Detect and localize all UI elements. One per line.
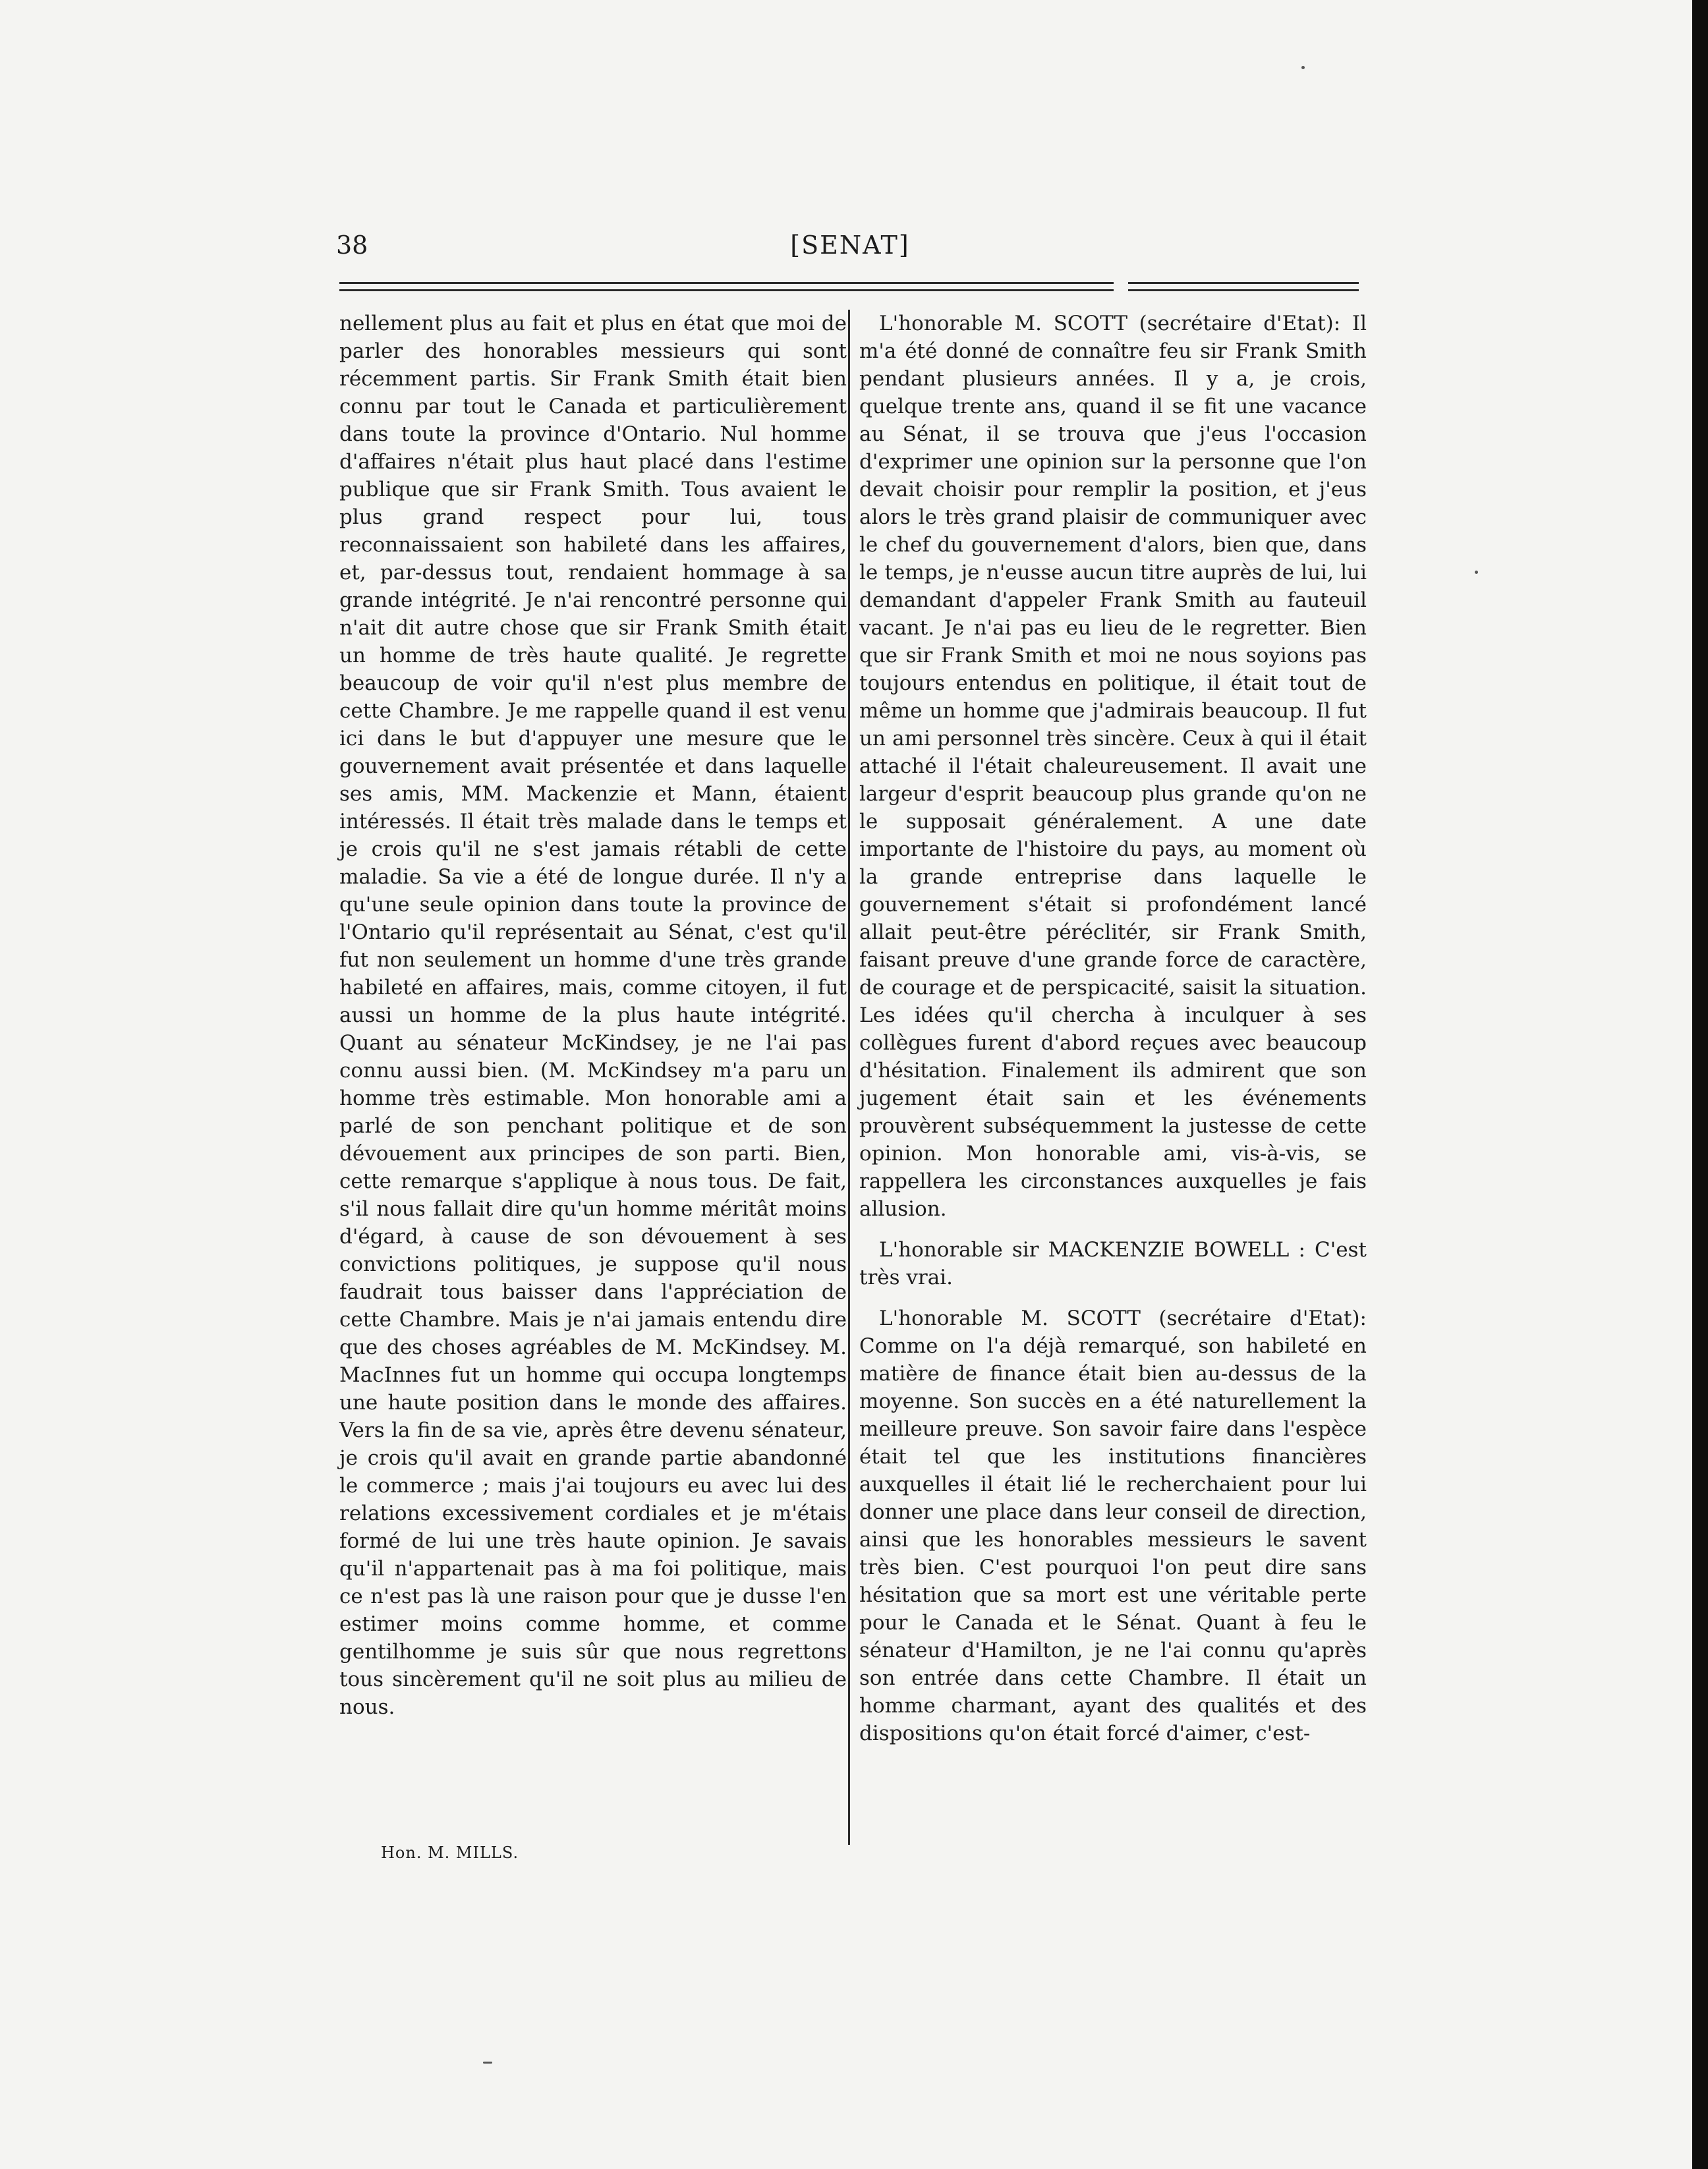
left-paragraph: nellement plus au fait et plus en état que moi de parler des honorables messieurs qui sont récemment partis. Sir Frank Smith était bien connu par tout le Canada et particulièrement dans toute la province d'Ontario. Nul homme d'affaires n'était plus haut placé dans l'estime publique que sir Frank Smith. Tous avaient le plus grand respect pour lui, tous reconnaissaient son habileté dans les affaires, et, par-dessus tout, rendaient hommage à sa grande intégrité. Je n'ai rencontré personne qui n'ait dit autre chose que sir Frank Smith était un homme de très haute qualité. Je regrette beaucoup de voir qu'il n'est plus membre de cette Chambre. Je me rappelle quand il est venu ici dans le but d'appuyer une mesure que le gouvernement avait présentée et dans laquelle ses amis, MM. Mackenzie et Mann, étaient intéressés. Il était très malade dans le temps et je crois qu'il ne s'est jamais rétabli de cette maladie. Sa vie a été de longue durée. Il n'y a qu'une seule opinion dans toute la province de l'Ontario qu'il représentait au Sénat, c'est qu'il fut non seulement un homme d'une très grande habileté en affaires, mais, comme citoyen, il fut aussi un homme de la plus haute intégrité. Quant au sénateur McKindsey, je ne l'ai pas connu aussi bien. (M. McKindsey m'a paru un homme très estimable. Mon honorable ami a parlé de son penchant politique et de son dévouement aux principes de son parti. Bien, cette remarque s'applique à nous tous. De fait, s'il nous fallait dire qu'un homme méritât moins d'égard, à cause de son dévouement à ses convictions politiques, je suppose qu'il nous faudrait tous baisser dans l'appréciation de cette Chambre. Mais je n'ai jamais entendu dire que des choses agréables de M. McKindsey. M. MacInnes fut un homme qui occupa longtemps une haute position dans le monde des affaires. Vers la fin de sa vie, après être devenu sénateur, je crois qu'il avait en grande partie abandonné le commerce ; mais j'ai toujours eu avec lui des relations excessivement cordiales et je m'étais formé de lui une très haute opinion. Je savais qu'il n'appartenait pas à ma foi politique, mais ce n'est pas là une raison pour que je dusse l'en estimer moins comme homme, et comme gentilhomme je suis sûr que nous regrettons tous sincèrement qu'il ne soit plus au milieu de nous.: [339, 312, 847, 1719]
speech-text: Il m'a été donné de connaître feu sir Frank Smith pendant plusieurs années. Il y a, je crois, quelque trente ans, quand il se fit une vacance au Sénat, il se trouva que j'eus l'occasion d'exprimer une opinion sur la personne que l'on devait choisir pour remplir la position, et j'eus alors le très grand plaisir de communiquer avec le chef du gouvernement d'alors, bien que, dans le temps, je n'eusse aucun titre auprès de lui, lui demandant d'appeler Frank Smith au fauteuil vacant. Je n'ai pas eu lieu de le regretter. Bien que sir Frank Smith et moi ne nous soyions pas toujours entendus en politique, il était tout de même un homme que j'admirais beaucoup. Il fut un ami personnel très sincère. Ceux à qui il était attaché il l'était chaleureusement. Il avait une largeur d'esprit beaucoup plus grande qu'on ne le supposait généralement. A une date importante de l'histoire du pays, au moment où la grande entreprise dans laquelle le gouvernement s'était si profondément lancé allait peut-être péréclitér, sir Frank Smith, faisant preuve d'une grande force de caractère, de courage et de perspicacité, saisit la situation. Les idées qu'il chercha à inculquer à ses collègues furent d'abord reçues avec beaucoup d'hésitation. Finalement ils admirent que son jugement était sain et les événements prouvèrent subséquemment la justesse de cette opinion. Mon honorable ami, vis-à-vis, se rappellera les circonstances auxquelles je fais allusion.: [859, 312, 1367, 1221]
column-divider: [848, 310, 850, 1845]
speech-bowell: [859, 1236, 1367, 1291]
running-title: [SENAT]: [790, 231, 910, 260]
scan-edge-bar: [1692, 0, 1708, 2169]
header-rule-right: [1128, 282, 1359, 291]
right-column: [859, 310, 1367, 1747]
speech-scott-1: [859, 310, 1367, 1223]
page-header: [336, 225, 1364, 265]
speaker-name: L'honorable sir MACKENZIE BOWELL :: [879, 1238, 1305, 1262]
scan-speck: [483, 2062, 492, 2064]
speaker-name: L'honorable M. SCOTT (secrétaire d'Etat):: [879, 312, 1341, 335]
speech-scott-2: [859, 1305, 1367, 1747]
scan-speck: [1475, 571, 1478, 574]
left-column: [339, 310, 847, 1721]
header-rule-left: [339, 282, 1114, 291]
speech-text: Comme on l'a déjà remarqué, son habileté en matière de finance était bien au-dessus de la moyenne. Son succès en a été naturellement la meilleure preuve. Son savoir faire dans l'espèce était tel que les institutions financières auxquelles il était lié le recherchaient pour lui donner une place dans leur conseil de direction, ainsi que les honorables messieurs le savent très bien. C'est pourquoi l'on peut dire sans hésitation que sa mort est une véritable perte pour le Canada et le Sénat. Quant à feu le sénateur d'Hamilton, je ne l'ai connu qu'après son entrée dans cette Chambre. Il était un homme charmant, ayant des qualités et des dispositions qu'on était forcé d'aimer, c'est-: [859, 1334, 1367, 1745]
scan-speck: [1301, 66, 1305, 69]
speech-text: C'est très vrai.: [859, 1238, 1367, 1289]
page-number: 38: [336, 231, 368, 260]
next-speaker: Hon. M. MILLS.: [381, 1844, 519, 1862]
speaker-name: L'honorable M. SCOTT (secrétaire d'Etat):: [879, 1307, 1367, 1330]
